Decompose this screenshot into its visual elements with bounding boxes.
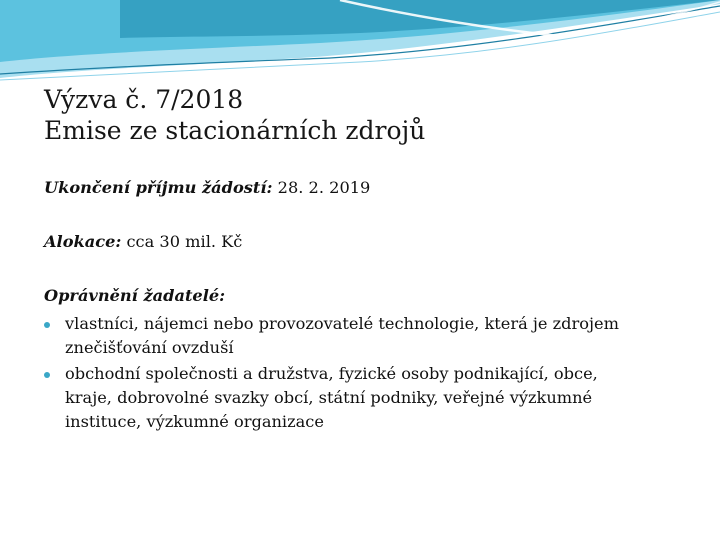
list-item	[44, 362, 684, 434]
allocation-label: Alokace:	[44, 232, 122, 251]
deadline-row	[44, 176, 684, 200]
eligible-applicants-list	[44, 312, 684, 434]
allocation-value: cca 30 mil. Kč	[121, 232, 243, 251]
title-line-call-number: Výzva č. 7/2018	[44, 85, 244, 114]
bullet-icon	[44, 372, 50, 378]
allocation-row	[44, 230, 684, 254]
list-item-line: obchodní společnosti a družstva, fyzické osoby podnikající, obce,	[65, 364, 598, 383]
slide-content	[44, 176, 684, 436]
list-item-line: kraje, dobrovolné svazky obcí, státní podniky, veřejné výzkumné	[65, 388, 593, 407]
eligible-applicants-label: Oprávnění žadatelé:	[44, 286, 226, 305]
list-item-line: vlastníci, nájemci nebo provozovatelé technologie, která je zdrojem	[65, 314, 619, 333]
slide-title	[44, 84, 684, 146]
title-line-topic: Emise ze stacionárních zdrojů	[44, 116, 426, 145]
deadline-value: 28. 2. 2019	[272, 178, 371, 197]
list-item-line: instituce, výzkumné organizace	[65, 412, 324, 431]
deadline-label: Ukončení příjmu žádostí:	[44, 178, 273, 197]
eligible-applicants-heading	[44, 284, 684, 308]
bullet-icon	[44, 322, 50, 328]
header-wave-decoration	[0, 0, 720, 90]
list-item-line: znečišťování ovzduší	[65, 338, 234, 357]
list-item	[44, 312, 684, 360]
